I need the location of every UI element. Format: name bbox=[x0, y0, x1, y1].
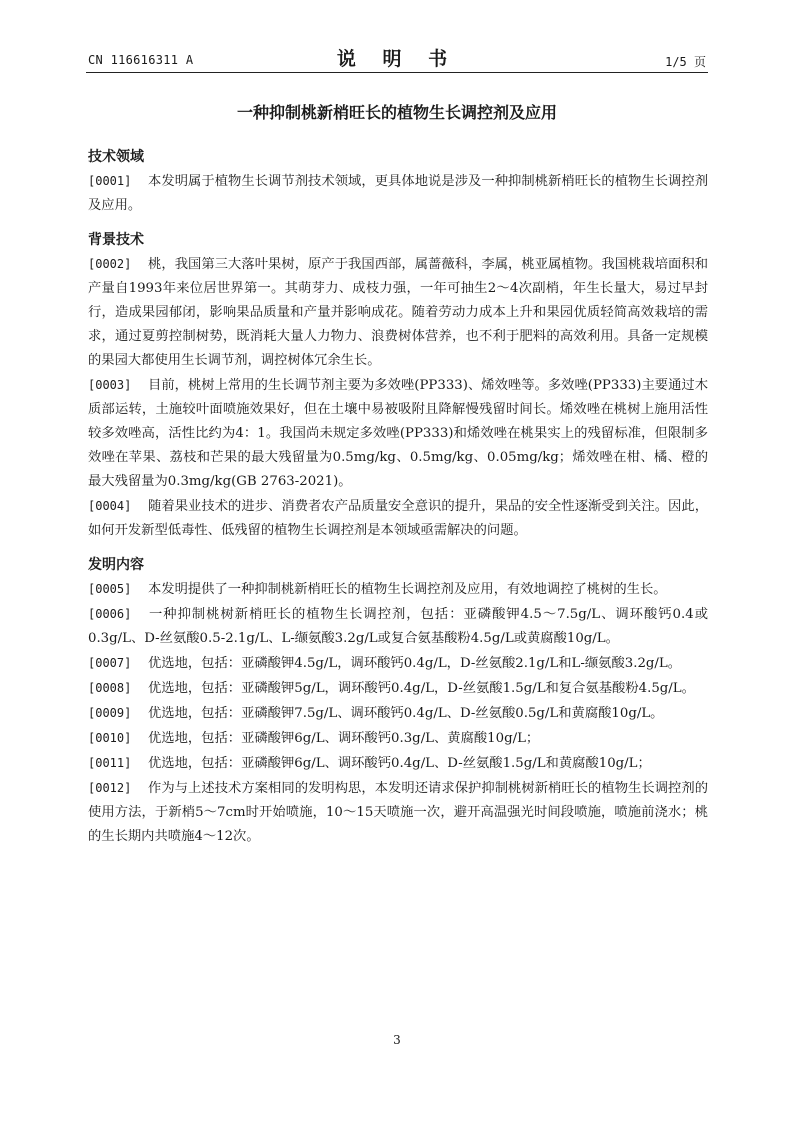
doc-type-title: 说 明 书 bbox=[336, 48, 458, 70]
paragraph-text: 优选地，包括：亚磷酸钾6g/L、调环酸钙0.3g/L、黄腐酸10g/L； bbox=[148, 731, 540, 746]
paragraph bbox=[88, 602, 708, 651]
paragraph-text: 桃，我国第三大落叶果树，原产于我国西部，属蔷薇科，李属，桃亚属植物。我国桃栽培面积和产量自1993年来位居世界第一。其萌芽力、成枝力强，一年可抽生2～4次副梢，年生长量大，易过早封行，造成果园郁闭，影响果品质量和产量并影响成花。随着劳动力成本上升和果园优质轻简高效栽培的需求，通过夏剪控制树势，既消耗大量人力物力、浪费树体营养，也不利于肥料的高效利用。具备一定规模的果园大都使用生长调节剂，调控树体冗余生长。 bbox=[88, 257, 708, 368]
paragraph bbox=[88, 726, 708, 751]
paragraph bbox=[88, 776, 708, 849]
paragraph-number: [0011] bbox=[88, 756, 132, 770]
paragraph-number: [0012] bbox=[88, 781, 132, 795]
paragraph-text: 优选地，包括：亚磷酸钾4.5g/L，调环酸钙0.4g/L，D-丝氨酸2.1g/L和L-缬氨酸3.2g/L。 bbox=[148, 656, 682, 671]
paragraph bbox=[88, 169, 708, 218]
paragraph-number: [0010] bbox=[88, 731, 132, 745]
header-divider bbox=[86, 72, 708, 73]
section-heading: 背景技术 bbox=[88, 232, 144, 248]
paragraph-text: 本发明提供了一种抑制桃新梢旺长的植物生长调控剂及应用，有效地调控了桃树的生长。 bbox=[148, 582, 667, 597]
paragraph bbox=[88, 751, 708, 776]
section-heading: 发明内容 bbox=[88, 557, 144, 573]
paragraph bbox=[88, 676, 708, 701]
section-technical-field bbox=[88, 145, 708, 218]
paragraph-text: 随着果业技术的进步、消费者农产品质量安全意识的提升，果品的安全性逐渐受到关注。因此，如何开发新型低毒性、低残留的植物生长调控剂是本领域亟需解决的问题。 bbox=[88, 499, 708, 538]
paragraph-number: [0003] bbox=[88, 378, 132, 392]
doc-number: CN 116616311 A bbox=[88, 53, 194, 67]
paragraph bbox=[88, 373, 708, 494]
page-number: 3 bbox=[393, 1033, 401, 1047]
paragraph bbox=[88, 651, 708, 676]
paragraph-text: 本发明属于植物生长调节剂技术领域，更具体地说是涉及一种抑制桃新梢旺长的植物生长调控剂及应用。 bbox=[88, 174, 708, 213]
paragraph-number: [0009] bbox=[88, 706, 132, 720]
paragraph-text: 优选地，包括：亚磷酸钾5g/L，调环酸钙0.4g/L，D-丝氨酸1.5g/L和复合氨基酸粉4.5g/L。 bbox=[148, 681, 695, 696]
paragraph bbox=[88, 577, 708, 602]
paragraph-number: [0006] bbox=[88, 607, 132, 621]
paragraph-text: 一种抑制桃树新梢旺长的植物生长调控剂，包括：亚磷酸钾4.5～7.5g/L、调环酸钙0.4或0.3g/L、D-丝氨酸0.5-2.1g/L、L-缬氨酸3.2g/L或复合氨基酸粉4.5g/L或黄腐酸10g/L。 bbox=[88, 607, 708, 646]
paragraph-text: 目前，桃树上常用的生长调节剂主要为多效唑(PP333)、烯效唑等。多效唑(PP333)主要通过木质部运转，土施较叶面喷施效果好，但在土壤中易被吸附且降解慢残留时间长。烯效唑在桃树上施用活性较多效唑高，活性比约为4：1。我国尚未规定多效唑(PP333)和烯效唑在桃果实上的残留标准，但限制多效唑在苹果、荔枝和芒果的最大残留量为0.5mg/kg、0.5mg/kg、0.05mg/kg；烯效唑在柑、橘、橙的最大残留量为0.3mg/kg(GB 2763-2021)。 bbox=[88, 378, 708, 489]
document-title: 一种抑制桃新梢旺长的植物生长调控剂及应用 bbox=[236, 103, 557, 122]
paragraph-number: [0004] bbox=[88, 499, 132, 513]
page-info: 1/5 页 bbox=[665, 55, 706, 69]
section-invention-content bbox=[88, 553, 708, 849]
paragraph-text: 作为与上述技术方案相同的发明构思，本发明还请求保护抑制桃树新梢旺长的植物生长调控剂的使用方法，于新梢5～7cm时开始喷施，10～15天喷施一次，避开高温强光时间段喷施，喷施前浇水；桃的生长期内共喷施4～12次。 bbox=[88, 781, 708, 844]
paragraph-text: 优选地，包括：亚磷酸钾7.5g/L、调环酸钙0.4g/L、D-丝氨酸0.5g/L和黄腐酸10g/L。 bbox=[148, 706, 664, 721]
paragraph-number: [0002] bbox=[88, 257, 132, 271]
paragraph-number: [0001] bbox=[88, 174, 132, 188]
paragraph-number: [0008] bbox=[88, 681, 132, 695]
paragraph bbox=[88, 494, 708, 543]
paragraph bbox=[88, 701, 708, 726]
paragraph-number: [0005] bbox=[88, 582, 132, 596]
paragraph bbox=[88, 252, 708, 373]
section-background bbox=[88, 228, 708, 543]
paragraph-number: [0007] bbox=[88, 656, 132, 670]
document-body bbox=[88, 145, 708, 849]
paragraph-text: 优选地，包括：亚磷酸钾6g/L、调环酸钙0.4g/L、D-丝氨酸1.5g/L和黄腐酸10g/L； bbox=[148, 756, 651, 771]
section-heading: 技术领域 bbox=[88, 149, 144, 165]
